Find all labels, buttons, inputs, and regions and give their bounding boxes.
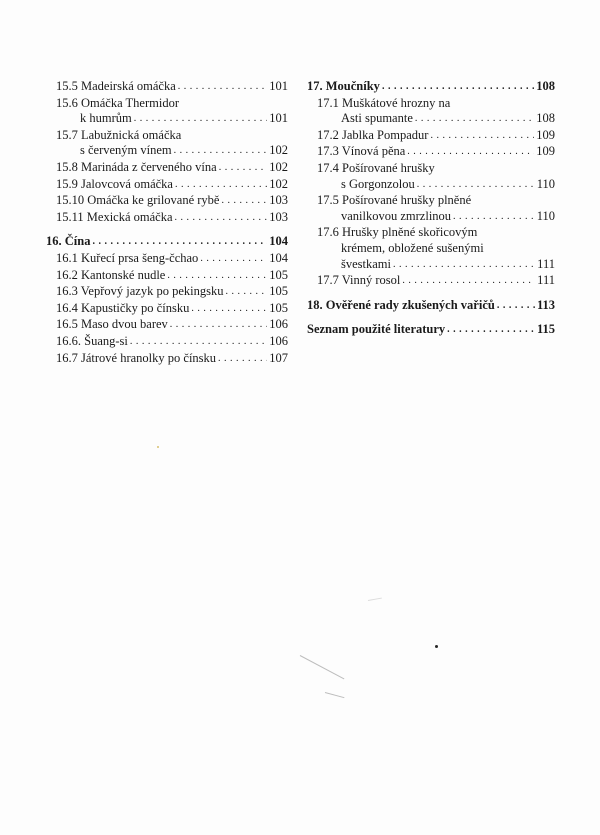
toc-line [307,298,555,315]
toc-entry-title: vanilkovou zmrzlinou [341,208,452,223]
toc-page-number: 104 [269,234,288,249]
scan-speck [435,645,438,648]
toc-page-number: 101 [269,111,288,126]
toc-left-column [46,79,288,367]
dot-leader [130,333,267,350]
toc-line [46,96,288,112]
toc-line [307,144,555,161]
toc-entry-title: s červeným vínem [80,143,172,158]
toc-chapter-entry [46,234,288,251]
dot-leader [200,250,267,267]
toc-page-number: 102 [269,159,288,174]
scan-speck [157,446,159,448]
toc-line [307,257,555,274]
toc-subentry [46,301,288,318]
toc-entry-title: 17.7 Vinný rosol [317,273,401,288]
scan-scratch [368,598,382,601]
dot-leader [218,350,267,367]
toc-line [307,241,555,257]
dot-leader [174,142,268,159]
toc-line [46,234,288,251]
dot-leader [170,316,267,333]
toc-page-number: 111 [537,273,555,288]
dot-leader [453,208,535,225]
toc-subentry [46,96,288,128]
toc-chapter-entry [307,298,555,315]
toc-line [307,96,555,112]
dot-leader [92,233,267,250]
toc-entry-title: 16.2 Kantonské nudle [56,267,166,282]
toc-entry-title: 16.7 Játrové hranolky po čínsku [56,350,217,365]
toc-subentry [307,273,555,290]
toc-subentry [46,160,288,177]
toc-entry-title: 17.4 Pošírované hrušky [317,160,435,175]
toc-line [46,160,288,177]
toc-subentry [46,351,288,368]
toc-line [46,284,288,301]
dot-leader [417,176,535,193]
toc-page-number: 105 [269,267,288,282]
toc-subentry [46,251,288,268]
toc-subentry [46,334,288,351]
toc-page-number: 105 [269,284,288,299]
dot-leader [175,209,268,226]
toc-line [46,301,288,318]
toc-line [307,161,555,177]
toc-subentry [307,144,555,161]
toc-entry-title: 17.1 Muškátové hrozny na [317,95,451,110]
toc-line [46,334,288,351]
toc-page-number: 102 [269,176,288,191]
toc-line [46,210,288,227]
toc-line [307,225,555,241]
dot-leader [430,127,534,144]
toc-subentry [307,128,555,145]
toc-page-number: 106 [269,333,288,348]
toc-entry-title: 17.5 Pošírované hrušky plněné [317,193,472,208]
toc-page-number: 109 [536,127,555,142]
toc-entry-title: 16.5 Maso dvou barev [56,317,168,332]
toc-page-number: 102 [269,143,288,158]
toc-entry-title: 17.6 Hrušky plněné skořicovým [317,225,478,240]
toc-entry-title: 15.6 Omáčka Thermidor [56,95,179,110]
toc-subentry [307,225,555,273]
dot-leader [225,283,267,300]
toc-subentry [46,268,288,285]
dot-leader [407,143,534,160]
toc-line [307,111,555,128]
dot-leader [134,110,268,127]
toc-subentry [46,193,288,210]
toc-line [46,111,288,128]
toc-subentry [46,177,288,194]
toc-line [307,273,555,290]
dot-leader [393,256,535,273]
toc-line [46,128,288,144]
dot-leader [191,300,267,317]
toc-subentry [46,284,288,301]
toc-page-number: 111 [537,256,555,271]
toc-line [46,351,288,368]
toc-line [307,322,555,339]
toc-entry-title: Asti spumante [341,111,413,126]
dot-leader [497,297,535,314]
dot-leader [447,321,535,338]
toc-entry-title: švestkami [341,256,391,271]
toc-entry-title: 17.3 Vínová pěna [317,144,406,159]
toc-entry-title: s Gorgonzolou [341,176,415,191]
toc-chapter-entry [307,322,555,339]
toc-line [307,128,555,145]
dot-leader [402,272,535,289]
scan-scratch [300,655,345,679]
toc-page-number: 104 [269,250,288,265]
toc-line [46,177,288,194]
toc-entry-title: krémem, obložené sušenými [341,240,484,255]
toc-line [46,79,288,96]
toc-subentry [46,210,288,227]
toc-line [46,317,288,334]
toc-entry-title: 16. Čína [46,234,91,249]
toc-line [307,177,555,194]
toc-subentry [46,317,288,334]
toc-page-number: 103 [269,209,288,224]
toc-page-number: 105 [269,300,288,315]
dot-leader [415,110,534,127]
toc-entry-title: 16.4 Kapustičky po čínsku [56,300,190,315]
toc-line [307,79,555,96]
toc-subentry [46,128,288,160]
toc-entry-title: 17. Moučníky [307,79,380,93]
toc-entry-title: 15.10 Omáčka ke grilované rybě [56,193,220,208]
dot-leader [175,176,267,193]
toc-subentry [307,193,555,225]
toc-line [307,209,555,226]
toc-page-number: 113 [536,297,555,312]
toc-entry-title: 16.1 Kuřecí prsa šeng-čchao [56,250,199,265]
toc-line [46,193,288,210]
toc-page-number: 101 [269,79,288,93]
toc-entry-title: 15.9 Jalovcová omáčka [56,176,173,191]
toc-entry-title: 18. Ověřené rady zkušených vařičů [307,297,495,312]
toc-entry-title: 15.5 Madeirská omáčka [56,79,176,93]
toc-line [46,143,288,160]
dot-leader [219,159,268,176]
toc-entry-title: 16.6. Šuang-si [56,333,128,348]
toc-page-number: 107 [269,350,288,365]
toc-subentry [46,79,288,96]
toc-page-number: 109 [536,144,555,159]
toc-subentry [307,161,555,193]
toc-subentry [307,96,555,128]
scan-scratch [325,692,345,698]
toc-chapter-entry [307,79,555,96]
toc-page-number: 106 [269,317,288,332]
dot-leader [221,192,267,209]
toc-entry-title: 16.3 Vepřový jazyk po pekingsku [56,284,224,299]
dot-leader [382,78,534,95]
toc-page-number: 108 [536,79,555,93]
dot-leader [167,267,267,284]
toc-line [46,251,288,268]
toc-line [46,268,288,285]
toc-right-column [307,79,555,339]
toc-entry-title: 15.7 Labužnická omáčka [56,127,182,142]
toc-page-number: 115 [536,322,555,337]
toc-line [307,193,555,209]
toc-page-number: 110 [536,176,555,191]
toc-page-number: 110 [536,208,555,223]
toc-page-number: 103 [269,193,288,208]
toc-entry-title: 17.2 Jablka Pompadur [317,127,429,142]
toc-page-number: 108 [536,111,555,126]
toc-entry-title: Seznam použité literatury [307,322,446,337]
toc-entry-title: 15.11 Mexická omáčka [56,209,173,224]
toc-entry-title: 15.8 Marináda z červeného vína [56,159,217,174]
toc-entry-title: k humrům [80,111,132,126]
dot-leader [178,78,267,95]
